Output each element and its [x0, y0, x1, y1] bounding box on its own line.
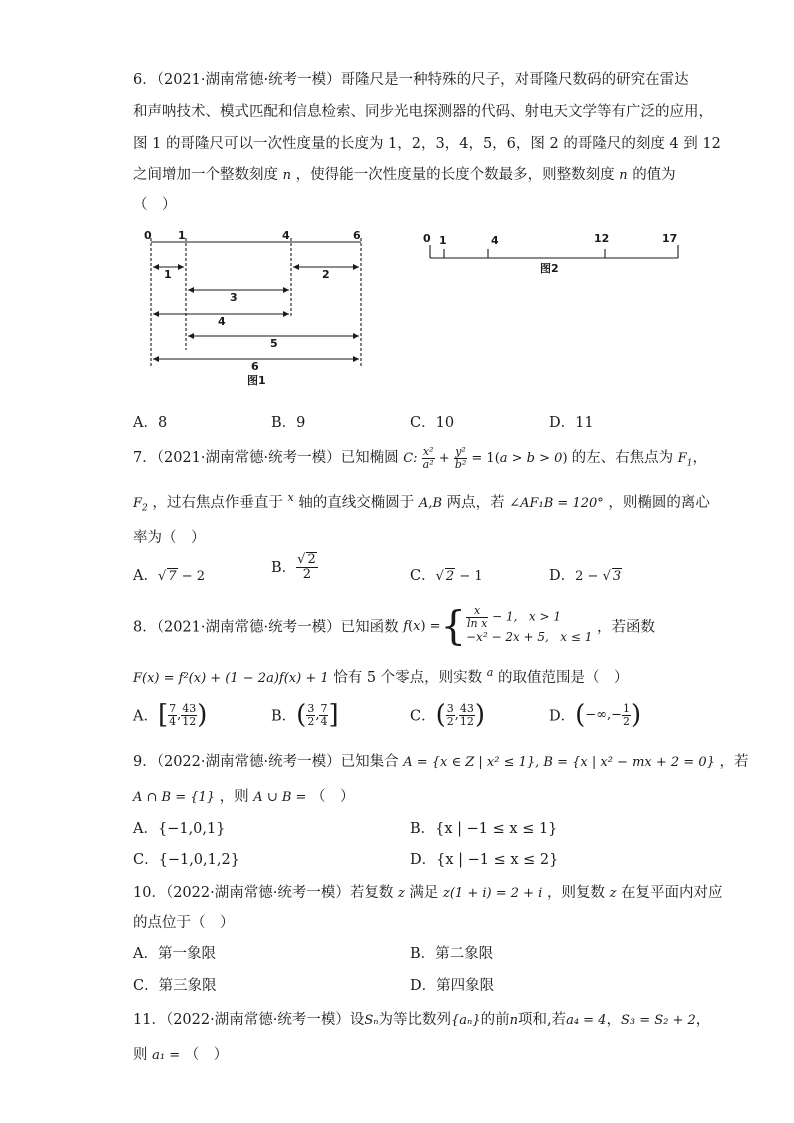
q10-option-d[interactable]: D．第四象限: [410, 978, 495, 994]
q9-option-a[interactable]: A．{−1,0,1}: [133, 821, 226, 837]
q7-line1: [133, 446, 707, 471]
q10-equation: z(1 + i) = 2 + i: [443, 886, 543, 901]
fig1-measure-6: 6: [251, 360, 259, 373]
q6-line2: 和声呐技术、模式匹配和信息检索、同步光电探测器的代码、射电天文学等有广泛的应用，: [133, 104, 713, 120]
q11-text: 为等比数列: [378, 1012, 452, 1028]
fig2-tick-12: 12: [594, 232, 610, 245]
q7-option-a[interactable]: A．√ 7 − 2: [133, 568, 205, 584]
var-n: n: [509, 1013, 518, 1028]
q6-text: 之间增加一个整数刻度: [133, 167, 278, 183]
q9-text: ，若: [719, 754, 749, 770]
var-a: a: [486, 666, 494, 679]
q6-line4: [133, 163, 676, 184]
figure-1-golomb-ruler: [138, 228, 378, 390]
q9-intersection: A ∩ B = {1}: [133, 790, 216, 805]
q7-f1-letter: F: [677, 451, 687, 466]
q9-option-b[interactable]: B．{x | −1 ≤ x ≤ 1}: [410, 821, 558, 837]
q8-line2: [133, 666, 628, 687]
q7-option-b[interactable]: B． $\frac{√ 2}{2}$: [271, 552, 316, 582]
q6-line3: 图 1 的哥隆尺可以一次性度量的长度为 1，2，3，4，5，6，图 2 的哥隆尺的刻度 4 到 12: [133, 136, 721, 152]
fig1-caption: 图1: [247, 374, 266, 387]
q11-sn: Sₙ: [364, 1013, 379, 1028]
q11-an: {aₙ}: [451, 1013, 481, 1028]
var-x: x: [287, 491, 294, 504]
q10-text: 满足: [409, 885, 439, 901]
q9-option-d[interactable]: D．{x | −1 ≤ x ≤ 2}: [410, 852, 559, 868]
q7-text: ，过右焦点作垂直于: [152, 495, 283, 511]
q8-F-function: F(x) = f²(x) + (1 − 2a)f(x) + 1: [133, 671, 329, 686]
q7-text: 两点，若: [446, 495, 505, 511]
q9-text: （ ）: [311, 789, 355, 805]
q6-option-a[interactable]: A．8: [133, 415, 168, 431]
q6-option-b[interactable]: B．9: [271, 415, 306, 431]
q6-line1: 6．（2021·湖南常德·统考一模）哥隆尺是一种特殊的尺子，对哥隆尺数码的研究在雷达: [133, 72, 689, 88]
q11-text: 的前: [480, 1012, 510, 1028]
q9-text: ，则: [219, 789, 249, 805]
q9-line2: [133, 785, 355, 806]
q8-function: f(x) ={ $\frac{x}{\text{ln x}}$ − 1, x > 1 −x² − 2x + 5, x ≤ 1: [403, 603, 593, 649]
q9-union: A ∪ B =: [253, 790, 307, 805]
fig1-measure-3: 3: [230, 291, 238, 304]
q6-text: 的值为: [632, 167, 676, 183]
q8-text: 的取值范围是（ ）: [497, 670, 629, 686]
q6-paren: （ ）: [133, 197, 177, 213]
q7-text: 的左、右焦点为: [571, 450, 674, 466]
q10-line2: 的点位于（ ）: [133, 915, 235, 931]
q7-f2: [133, 496, 148, 514]
fig1-measure-1: 1: [164, 268, 172, 281]
q8-text: ，若函数: [597, 619, 655, 636]
q7-f2-sub: 2: [142, 503, 148, 514]
q11-s3: S₃ = S₂ + 2: [620, 1013, 696, 1028]
fig1-measure-2: 2: [322, 268, 330, 281]
q10-option-a[interactable]: A．第一象限: [133, 946, 216, 962]
q6-option-d[interactable]: D．11: [549, 415, 594, 431]
fig1-measure-5: 5: [270, 337, 278, 350]
q10-text: 在复平面内对应: [621, 885, 723, 901]
q8-option-d[interactable]: D．(−∞,− $\frac{1}{2}$ ): [549, 700, 642, 730]
q9-text: 9．（2022·湖南常德·统考一模）已知集合: [133, 754, 399, 770]
fig1-tick-0: 0: [144, 229, 152, 242]
q8-option-b[interactable]: B．( $\frac{3}{2}$ , $\frac{7}{4}$ ]: [271, 700, 339, 730]
q7-f2-letter: F: [133, 496, 143, 511]
q7-option-d[interactable]: D．2 − √ 3: [549, 568, 622, 584]
q11-text: 11．（2022·湖南常德·统考一模）设: [133, 1012, 365, 1028]
q7-ellipse: C: $\frac{\text{x²}}{\text{a²}}$ + $\frac{\text{y²}}{\text{b²}}$ = 1(a > b > 0): [403, 445, 568, 471]
fig1-tick-4: 4: [282, 229, 290, 242]
q11-comma: ，: [606, 1012, 621, 1028]
q7-f1-sub: 1: [686, 458, 693, 469]
q7-points: A,B: [418, 496, 442, 511]
q10-option-b[interactable]: B．第二象限: [410, 946, 494, 962]
q7-comma: ，: [692, 450, 708, 466]
fig2-tick-17: 17: [662, 232, 678, 245]
var-n: n: [282, 168, 291, 183]
q10-option-c[interactable]: C．第三象限: [133, 978, 217, 994]
fig1-measure-4: 4: [218, 315, 226, 328]
q7-line3: 率为（ ）: [133, 530, 206, 546]
q7-line2: [133, 491, 710, 514]
q6-text: ，使得能一次性度量的长度个数最多，则整数刻度: [295, 167, 615, 183]
fig2-tick-1: 1: [439, 234, 447, 247]
q11-line1: [133, 1008, 710, 1029]
q7-text: 7．（2021·湖南常德·统考一模）已知椭圆: [133, 450, 399, 466]
q11-a4: a₄ = 4: [566, 1013, 607, 1028]
fig2-caption: 图2: [540, 262, 559, 275]
q9-option-c[interactable]: C．{−1,0,1,2}: [133, 852, 240, 868]
figure-2-golomb-ruler: [418, 228, 686, 304]
q9-sets: A = {x ∈ Z | x² ≤ 1}, B = {x | x² − mx + 2 = 0}: [403, 755, 715, 770]
q11-line2: [133, 1043, 228, 1064]
q8-line1: [133, 603, 655, 649]
q7-option-c[interactable]: C．√ 2 − 1: [410, 568, 483, 584]
fig2-tick-0: 0: [423, 232, 431, 245]
q7-angle: ∠AF₁B = 120°: [509, 496, 604, 511]
q7-f1: [677, 451, 693, 469]
var-z: z: [609, 886, 617, 901]
fig1-tick-1: 1: [178, 229, 186, 242]
q8-option-a[interactable]: A．[ $\frac{7}{4}$ , $\frac{43}{12}$ ): [133, 700, 208, 730]
q11-comma: ，: [695, 1012, 711, 1028]
q10-text: ，则复数: [546, 885, 605, 901]
q10-text: 10．（2022·湖南常德·统考一模）若复数: [133, 885, 394, 901]
q11-a1: a₁ =: [152, 1048, 181, 1063]
q8-option-c[interactable]: C．( $\frac{3}{2}$ , $\frac{43}{12}$ ): [410, 700, 486, 730]
q11-text: 则: [133, 1047, 148, 1063]
fig1-tick-6: 6: [353, 229, 361, 242]
var-z: z: [397, 886, 405, 901]
q9-line1: [133, 750, 748, 771]
fig2-tick-4: 4: [491, 234, 499, 247]
var-n: n: [619, 168, 628, 183]
q11-text: （ ）: [184, 1047, 229, 1063]
q10-line1: [133, 881, 723, 902]
q7-text: ，则椭圆的离心: [608, 495, 710, 511]
q7-text: 轴的直线交椭圆于: [298, 495, 415, 511]
q8-text: 8．（2021·湖南常德·统考一模）已知函数: [133, 619, 399, 636]
q8-text: 恰有 5 个零点，则实数: [333, 670, 483, 686]
q11-text: 项和,若: [517, 1012, 567, 1028]
q6-option-c[interactable]: C．10: [410, 415, 455, 431]
